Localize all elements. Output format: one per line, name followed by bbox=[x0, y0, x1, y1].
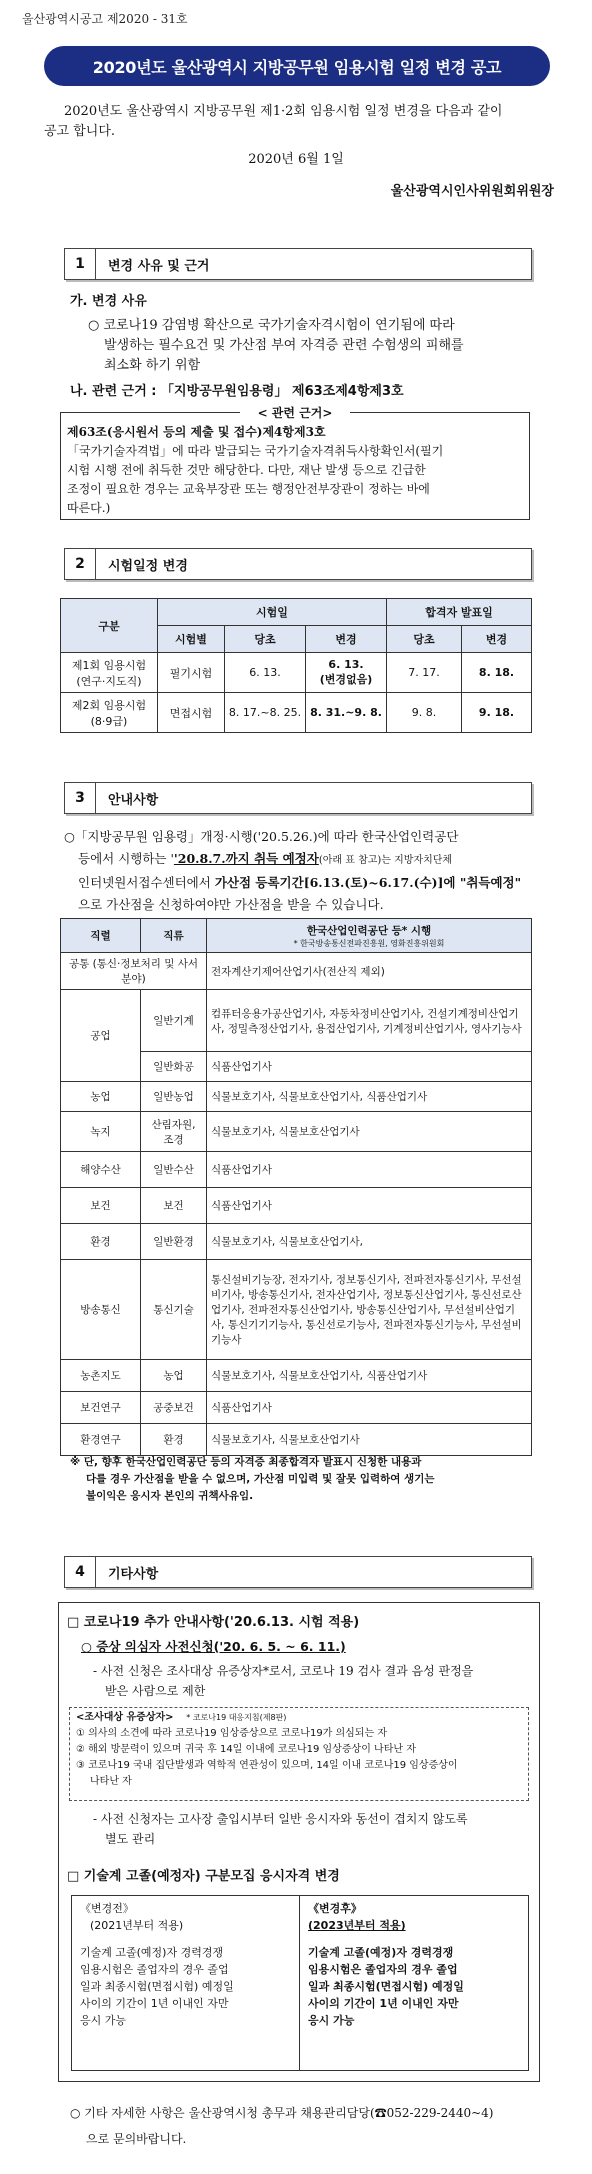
section-title: 기타사항 bbox=[108, 1566, 159, 1582]
notice-box bbox=[58, 1602, 540, 2082]
th-changed: 변경 bbox=[306, 626, 387, 653]
th-cert: 한국산업인력공단 등* 시행 * 한국방송통신전파진흥원, 영화진흥위원회 bbox=[207, 919, 532, 953]
text-line: 기술계 고졸(예정)자 경력경쟁 bbox=[80, 1946, 224, 1959]
text-line: 등에서 시행하는 ''20.8.7.까지 취득 예정자(아래 표 참고)는 지방자치단체 bbox=[78, 851, 453, 866]
cell-cert: 컴퓨터응용가공산업기사, 자동차정비산업기사, 건설기계정비산업기사, 정밀측정산업기사, 용접산업기사, 기계정비산업기사, 영사기능사 bbox=[207, 990, 532, 1052]
sec1-a-heading: 가. 변경 사유 bbox=[70, 294, 147, 309]
text-line: ○「지방공무원 임용령」개정·시행('20.5.26.)에 따라 한국산업인력공단 bbox=[64, 829, 459, 844]
banner-title: 2020년도 울산광역시 지방공무원 임용시험 일정 변경 공고 bbox=[44, 46, 550, 86]
interview-exam-changed: 8. 31.~9. 8. bbox=[306, 693, 387, 733]
section-4-header bbox=[64, 1556, 532, 1588]
text-line: 임용시험은 졸업자의 경우 졸업 bbox=[308, 1963, 458, 1976]
section-number: 4 bbox=[65, 1557, 96, 1587]
th-series: 직류 bbox=[141, 919, 207, 953]
cell-group: 해양수산 bbox=[61, 1152, 141, 1188]
text-line: 인터넷원서접수센터에서 가산점 등록기간[6.13.(토)~6.17.(수)]에 "취득예정" bbox=[78, 875, 522, 890]
before-col bbox=[72, 1896, 300, 2070]
th-group: 구분 bbox=[61, 599, 158, 653]
cell-series: 일반농업 bbox=[141, 1082, 207, 1112]
cell-series: 공중보건 bbox=[141, 1392, 207, 1424]
text-line: 다를 경우 가산점을 받을 수 없으며, 가산점 미입력 및 잘못 입력하여 생기는 bbox=[86, 1473, 435, 1485]
after-col bbox=[300, 1896, 528, 2070]
text-line: ※ 단, 향후 한국산업인력공단 등의 자격증 최종합격자 발표시 신청한 내용과 bbox=[70, 1456, 422, 1468]
symptom-box bbox=[69, 1707, 529, 1801]
th-current: 당초 bbox=[387, 626, 462, 653]
section-number: 3 bbox=[65, 783, 96, 813]
text-line: 따른다.) bbox=[67, 501, 111, 515]
th-exam: 시험별 bbox=[158, 626, 225, 653]
box1-subtitle: ○ 증상 의심자 사전신청('20. 6. 5. ~ 6. 11.) bbox=[81, 1639, 346, 1654]
outro bbox=[70, 2100, 550, 2152]
cell-group: 공통 (통신·정보처리 및 사서분야) bbox=[61, 953, 207, 990]
cell-cert: 식물보호기사, 식물보호산업기사, 식품산업기사 bbox=[207, 1082, 532, 1112]
cell-cert: 식물보호기사, 식물보호산업기사, bbox=[207, 1224, 532, 1260]
cell-cert: 식물보호기사, 식물보호산업기사 bbox=[207, 1424, 532, 1456]
written-exam: 필기시험 bbox=[158, 653, 225, 693]
text-line: 일과 최종시험(면접시험) 예정일 bbox=[80, 1980, 234, 1993]
interview-exam: 면접시험 bbox=[158, 693, 225, 733]
cell-group: 환경 bbox=[61, 1224, 141, 1260]
sec3-notice bbox=[64, 826, 540, 916]
interview-result-changed: 9. 18. bbox=[462, 693, 532, 733]
cell-series: 산림자원, 조경 bbox=[141, 1112, 207, 1152]
section-number: 2 bbox=[65, 549, 96, 579]
section-number: 1 bbox=[65, 249, 96, 279]
text-line: - 사전 신청자는 고사장 출입시부터 일반 응시자와 동선이 겹치지 않도록 bbox=[93, 1812, 468, 1826]
th-result-day: 합격자 발표일 bbox=[387, 599, 532, 626]
th-exam-day: 시험일 bbox=[158, 599, 387, 626]
intro-line-1: 2020년도 울산광역시 지방공무원 제1·2회 임용시험 일정 변경을 다음과 같이 bbox=[64, 104, 503, 119]
cell-group: 환경연구 bbox=[61, 1424, 141, 1456]
cell-group: 보건 bbox=[61, 1188, 141, 1224]
cell-series: 일반환경 bbox=[141, 1224, 207, 1260]
symptom-item: ② 해외 방문력이 있으며 귀국 후 14일 이내에 코로나19 임상증상이 나타난 자 bbox=[76, 1744, 416, 1755]
text-line: 「국가기술자격법」에 따라 발급되는 국가기술자격취득사항확인서(필기 bbox=[67, 444, 444, 458]
interview-result-current: 9. 8. bbox=[387, 693, 462, 733]
after-sub: (2023년부터 적용) bbox=[308, 1919, 406, 1932]
section-title: 변경 사유 및 근거 bbox=[108, 258, 210, 274]
basis-title: < 관련 근거> bbox=[240, 404, 350, 423]
cell-cert: 식품산업기사 bbox=[207, 1152, 532, 1188]
box2-title: □ 기술계 고졸(예정자) 구분모집 응시자격 변경 bbox=[67, 1869, 340, 1884]
text-line: - 사전 신청은 조사대상 유증상자*로서, 코로나 19 검사 결과 음성 판정을 bbox=[93, 1664, 474, 1678]
text-line: 기술계 고졸(예정)자 경력경쟁 bbox=[308, 1946, 454, 1959]
th-changed: 변경 bbox=[462, 626, 532, 653]
row2-group: 제2회 임용시험 (8·9급) bbox=[61, 693, 158, 733]
written-exam-current: 6. 13. bbox=[225, 653, 306, 693]
written-result-changed: 8. 18. bbox=[462, 653, 532, 693]
cell-group: 녹지 bbox=[61, 1112, 141, 1152]
cell-cert: 전자계산기제어산업기사(전산직 제외) bbox=[207, 953, 532, 990]
cell-group: 공업 bbox=[61, 990, 141, 1082]
cell-series: 일반기계 bbox=[141, 990, 207, 1052]
symptom-title: <조사대상 유증상자> bbox=[76, 1712, 174, 1723]
text-line: 별도 관리 bbox=[105, 1832, 156, 1846]
qualification-table bbox=[60, 918, 532, 1456]
box1-body-2 bbox=[93, 1809, 533, 1849]
text-line: 불이익은 응시자 본인의 귀책사유임. bbox=[86, 1490, 254, 1502]
cell-series: 통신기술 bbox=[141, 1260, 207, 1360]
basis-heading: 제63조(응시원서 등의 제출 및 접수)제4항제3호 bbox=[67, 425, 326, 439]
cell-cert: 식품산업기사 bbox=[207, 1188, 532, 1224]
row1-group: 제1회 임용시험 (연구·지도직) bbox=[61, 653, 158, 693]
cell-group: 보건연구 bbox=[61, 1392, 141, 1424]
text-line: 임용시험은 졸업자의 경우 졸업 bbox=[80, 1963, 229, 1976]
th-current: 당초 bbox=[225, 626, 306, 653]
cell-series: 일반수산 bbox=[141, 1152, 207, 1188]
intro bbox=[44, 102, 554, 142]
cell-series: 일반화공 bbox=[141, 1052, 207, 1082]
cell-series: 농업 bbox=[141, 1360, 207, 1392]
doc-number: 울산광역시공고 제2020 - 31호 bbox=[22, 12, 188, 26]
section-title: 안내사항 bbox=[108, 792, 159, 808]
text-line: 일과 최종시험(면접시험) 예정일 bbox=[308, 1980, 464, 1993]
box1-title: □ 코로나19 추가 안내사항('20.6.13. 시험 적용) bbox=[67, 1615, 360, 1630]
text-line: ○ 코로나19 감염병 확산으로 국가기술자격시험이 연기됨에 따라 bbox=[88, 318, 455, 333]
written-result-current: 7. 17. bbox=[387, 653, 462, 693]
sec1-b-heading: 나. 관련 근거 : 「지방공무원임용령」 제63조제4항제3호 bbox=[70, 384, 404, 399]
text-line: 사이의 기간이 1년 이내인 자만 bbox=[308, 1997, 459, 2010]
symptom-item: ① 의사의 소견에 따라 코로나19 임상증상으로 코로나19가 의심되는 자 bbox=[76, 1728, 388, 1739]
text-line: 받은 사람으로 제한 bbox=[105, 1684, 206, 1698]
cell-cert: 식물보호기사, 식물보호산업기사, 식품산업기사 bbox=[207, 1360, 532, 1392]
written-exam-changed: 6. 13. (변경없음) bbox=[306, 653, 387, 693]
section-title: 시험일정 변경 bbox=[108, 558, 188, 574]
sec1-a-body bbox=[88, 316, 548, 376]
cell-group: 농업 bbox=[61, 1082, 141, 1112]
before-head: 《변경전》 bbox=[80, 1902, 134, 1915]
text-line: 조정이 필요한 경우는 교육부장관 또는 행정안전부장관이 정하는 바에 bbox=[67, 482, 430, 496]
section-2-header bbox=[64, 548, 532, 580]
text-line: 사이의 기간이 1년 이내인 자만 bbox=[80, 1997, 229, 2010]
after-head: 《변경후》 bbox=[308, 1902, 362, 1915]
cell-cert: 통신설비기능장, 전자기사, 정보통신기사, 전파전자통신기사, 무선설비기사, 방송통신기사, 전자산업기사, 정보통신산업기사, 통신선로산업기사, 전파전자통신산업기사, 방송통신산업기사, 무선설비산업기사, 통신기기기능사, 통신선로기능사, 전파전자통신기능사, 무선설비기능사 bbox=[207, 1260, 532, 1360]
before-sub: (2021년부터 적용) bbox=[90, 1919, 184, 1932]
cell-cert: 식품산업기사 bbox=[207, 1392, 532, 1424]
section-1-header bbox=[64, 248, 532, 280]
text-line: 발생하는 필수요건 및 가산점 부여 자격증 관련 수험생의 피해를 bbox=[104, 338, 464, 353]
cell-series: 보건 bbox=[141, 1188, 207, 1224]
text-line: 으로 문의바랍니다. bbox=[86, 2132, 187, 2146]
intro-line-2: 공고 합니다. bbox=[44, 124, 116, 139]
text-line: 최소화 하기 위함 bbox=[104, 358, 201, 373]
text-line: 응시 가능 bbox=[308, 2014, 355, 2027]
schedule-table bbox=[60, 598, 532, 733]
section-3-header bbox=[64, 782, 532, 814]
sec3-note bbox=[70, 1454, 540, 1505]
basis-box bbox=[60, 406, 530, 520]
symptom-item: ③ 코로나19 국내 집단발생과 역학적 연관성이 있으며, 14일 이내 코로나19 임상증상이 bbox=[76, 1760, 458, 1771]
compare-box bbox=[71, 1895, 529, 2071]
cell-cert: 식물보호기사, 식물보호산업기사 bbox=[207, 1112, 532, 1152]
date: 2020년 6월 1일 bbox=[248, 152, 344, 167]
cell-group: 농촌지도 bbox=[61, 1360, 141, 1392]
symptom-item: 나타난 자 bbox=[90, 1776, 132, 1787]
text-line: 시험 시행 전에 취득한 것만 해당한다. 다만, 재난 발생 등으로 긴급한 bbox=[67, 463, 426, 477]
text-line: 으로 가산점을 신청하여야만 가산점을 받을 수 있습니다. bbox=[78, 897, 384, 912]
text-line: ○ 기타 자세한 사항은 울산광역시청 총무과 채용관리담당(☎052-229-2440~4) bbox=[70, 2106, 494, 2120]
cell-series: 환경 bbox=[141, 1424, 207, 1456]
interview-exam-current: 8. 17.~8. 25. bbox=[225, 693, 306, 733]
issuer: 울산광역시인사위원회위원장 bbox=[390, 184, 554, 199]
box1-body bbox=[93, 1661, 533, 1701]
cell-cert: 식품산업기사 bbox=[207, 1052, 532, 1082]
text-line: 응시 가능 bbox=[80, 2014, 127, 2027]
cell-group: 방송통신 bbox=[61, 1260, 141, 1360]
th-group: 직렬 bbox=[61, 919, 141, 953]
symptom-note: * 코로나19 대응지침(제8판) bbox=[186, 1713, 287, 1722]
